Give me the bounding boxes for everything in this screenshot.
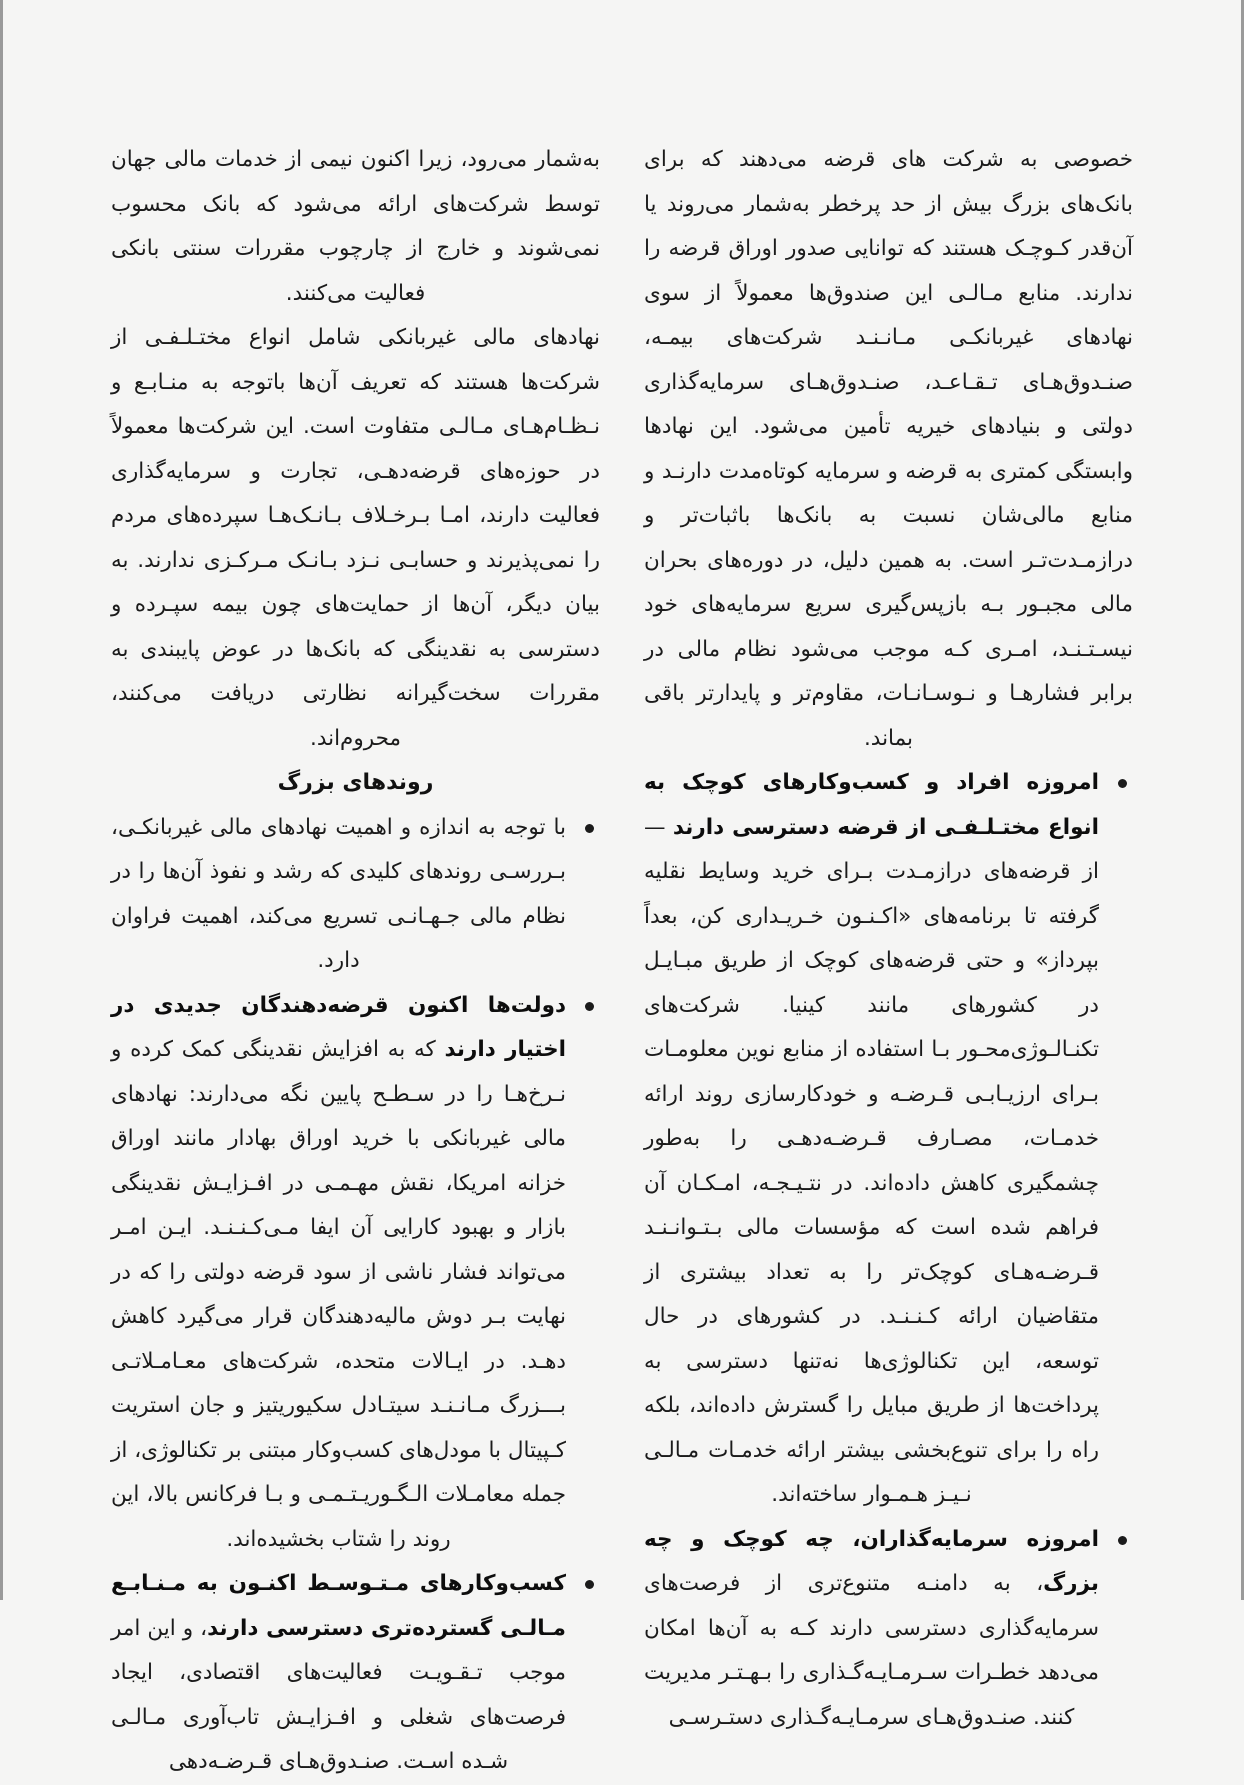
bullet-dot-icon [585, 1580, 594, 1589]
left-bullet-1-dash: — [644, 814, 673, 840]
right-bullet-2-lead: دولت‌ها اکنون قرضه‌دهندگان جدیدی در اختیار دارند [111, 992, 566, 1062]
bullet-dot-icon [1118, 779, 1127, 788]
right-bullet-item-2 [111, 984, 600, 1563]
right-bullet-3-text: ، و این امر موجب تـقـویـت فعالیت‌های اقتصادی، ایجاد فرصت‌های شغلی و افـزایـش تاب‌آوری مـالـی شـده اسـت. صنـدوق‌هـای قـرضـه‌دهی [111, 1615, 566, 1774]
right-paragraph-1: به‌شمار می‌رود، زیرا اکنون نیمی از خدمات مالی جهان توسط شرکت‌های ارائه می‌شود که بانک محسوب نمی‌شوند و خارج از چارچوب مقررات سنتی بانکی فعالیت می‌کنند. [111, 147, 600, 306]
left-bullet-1-body [644, 761, 1099, 1518]
left-bullet-2-body [644, 1518, 1099, 1741]
right-bullet-1-text: با توجه به اندازه و اهمیت نهادهای مالی غیربانکـی، بـررسـی روندهای کلیدی که رشد و نفوذ آن‌ها را در نظام مالی جـهـانـی تسریع می‌کند، اهمیت فراوان دارد. [111, 814, 566, 973]
left-bullet-item-2 [644, 1518, 1133, 1741]
right-paragraph-2: نهادهای مالی غیربانکی شامل انواع مختـلـفـی از شرکت‌ها هستند که تعریف آن‌ها باتوجه به منـابـع و نـظـام‌هـای مـالـی متفاوت است. این شرکت‌ها معمولاً در حوزه‌های قرضه‌دهـی، تجارت و سرمایه‌گذاری فعالیت دارند، امـا بـرخـلاف بـانـک‌هـا سپرده‌های مردم را نمی‌پذیرند و حسابـی نـزد بـانـک مـرکـزی ندارند. به بیان دیگر، آن‌ها از حمایت‌های چون بیمه سپـرده و دسترسی به نقدینگی که بانک‌ها در عوض پایبندی به مقررات سخت‌گیرانه نظارتی دریافت می‌کنند، محروم‌اند. [111, 325, 600, 751]
bullet-dot-icon [585, 1002, 594, 1011]
left-bullet-2-text: ، به دامنـه متنوع‌تری از فرصت‌های سرمایه‌گذاری دسترسی دارند کـه به آن‌ها امکان می‌دهد خطـرات سـرمـایـه‌گـذاری را بـهـتـر مدیریت کنند. صنـدوق‌هـای سرمـایـه‌گـذاری دستـرسـی [644, 1571, 1099, 1730]
right-bullet-3-lead: کسب‌وکارهای مـتـوسـط اکنـون به مـنـابـع مـالـی گسترده‌تری دسترسی دارند [111, 1571, 566, 1641]
two-column-layout [111, 138, 1133, 1785]
left-text-column [644, 138, 1133, 1740]
right-bullet-2-text: که به افزایش نقدینگی کمک کرده و نـرخ‌هـا را در سـطـح پایین نگه می‌دارند: نهادهای مالی غیربانکی با خرید اوراق بهادار مانند اوراق خزانه امریکا، نقش مهـمـی در افـزایـش نقدینگی بازار و بهبود کارایی آن ایفا مـی‌کـنـنـد. ایـن امـر می‌تواند فشار ناشی از سود قرضه دولتی را که در نهایت بـر دوش مالیه‌دهندگان قرار می‌گیرد کاهش دهـد. در ایـالات متحده، شرکت‌های معـامـلاتـی بـــزرگ مـانـنـد سیتـادل سکیوریتیز و جان استریت کـپیتال با مودل‌های کسب‌وکار مبتنی بر تکنالوژی، از جمله معامـلات الـگـوریـتـمـی و بـا فرکانس بالا، این روند را شتاب بخشیده‌اند. [111, 1037, 566, 1552]
left-bullet-1-lead: امروزه افراد و کسب‌وکارهای کوچک به انواع مختـلـفـی از قرضه دسترسی دارند [644, 770, 1099, 840]
right-bullet-2-body [111, 984, 566, 1563]
right-bullet-1-body [111, 806, 566, 984]
left-paragraph-1: خصوصی به شرکت های قرضه می‌دهند که برای بانک‌های بزرگ بیش از حد پرخطر به‌شمار می‌روند یا آن‌قدر کـوچـک هستند که توانایی صدور اوراق قرضه را ندارند. منابع مـالـی این صندوق‌ها معمولاً از سوی نهادهای غیربانکـی مـانـنـد شرکت‌های بیمـه، صنـدوق‌هـای تـقـاعـد، صنـدوق‌هـای سرمایه‌گذاری دولتی و بنیادهای خیریه تأمین می‌شود. این نهادها وابستگی کمتری به قرضه و سرمایه کوتاه‌مدت دارنـد و منابع مالی‌شان نسبت به بانک‌ها باثبات‌تر و درازمـدت‌تـر است. به همین دلیل، در دوره‌های بحران مالی مجبـور بـه بازپس‌گیری سریع سرمایه‌های خود نیسـتـنـد، امـری کـه موجب می‌شود نظام مالی در برابر فشارهـا و نـوسـانـات، مقاوم‌تر و پایدارتر باقی بماند. [644, 147, 1133, 751]
section-heading-big-trends: روندهای بزرگ [277, 770, 434, 795]
bullet-dot-icon [585, 824, 594, 833]
right-bullet-item-3 [111, 1562, 600, 1785]
right-text-column [111, 138, 600, 1785]
right-bullet-item-1 [111, 806, 600, 984]
bullet-dot-icon [1118, 1536, 1127, 1545]
left-bullet-1-text: از قرضه‌های درازمـدت بـرای خرید وسایط نقلیه گرفته تا برنامه‌های «اکـنـون خـریـداری کن، بعداً بپرداز» و حتی قرضه‌های کوچک از طریق مبـایـل در کشورهای مانند کینیا. شرکت‌های تکنـالـوژی‌محـور بـا استفاده از منابع نوین معلومـات بـرای ارزیـابـی قـرضـه و خودکارسازی روند ارائه خدمـات، مصـارف قـرضـه‌دهـی را به‌طور چشمگیری کاهش داده‌اند. در نتـیـجـه، امـکـان آن فراهم شده است که مؤسسات مالی بـتـوانـنـد قـرضـه‌هـای کوچک‌تر را به تعداد بیشتری از متقاضیان ارائه کـنـنـد. در کشورهای در حال توسعه، این تکنالوژی‌ها نه‌تنها دسترسی به پرداخت‌ها از طریق مبایل را گسترش داده‌اند، بلکه راه را برای تنوع‌بخشی بیشتر ارائه خدمـات مـالـی نـیـز هـمـوار ساخته‌اند. [644, 859, 1099, 1507]
right-bullet-3-body [111, 1562, 566, 1785]
left-bullet-2-lead: امروزه سرمایه‌گذاران، چه کوچک و چه بزرگ [644, 1526, 1099, 1596]
left-bullet-item-1 [644, 761, 1133, 1518]
